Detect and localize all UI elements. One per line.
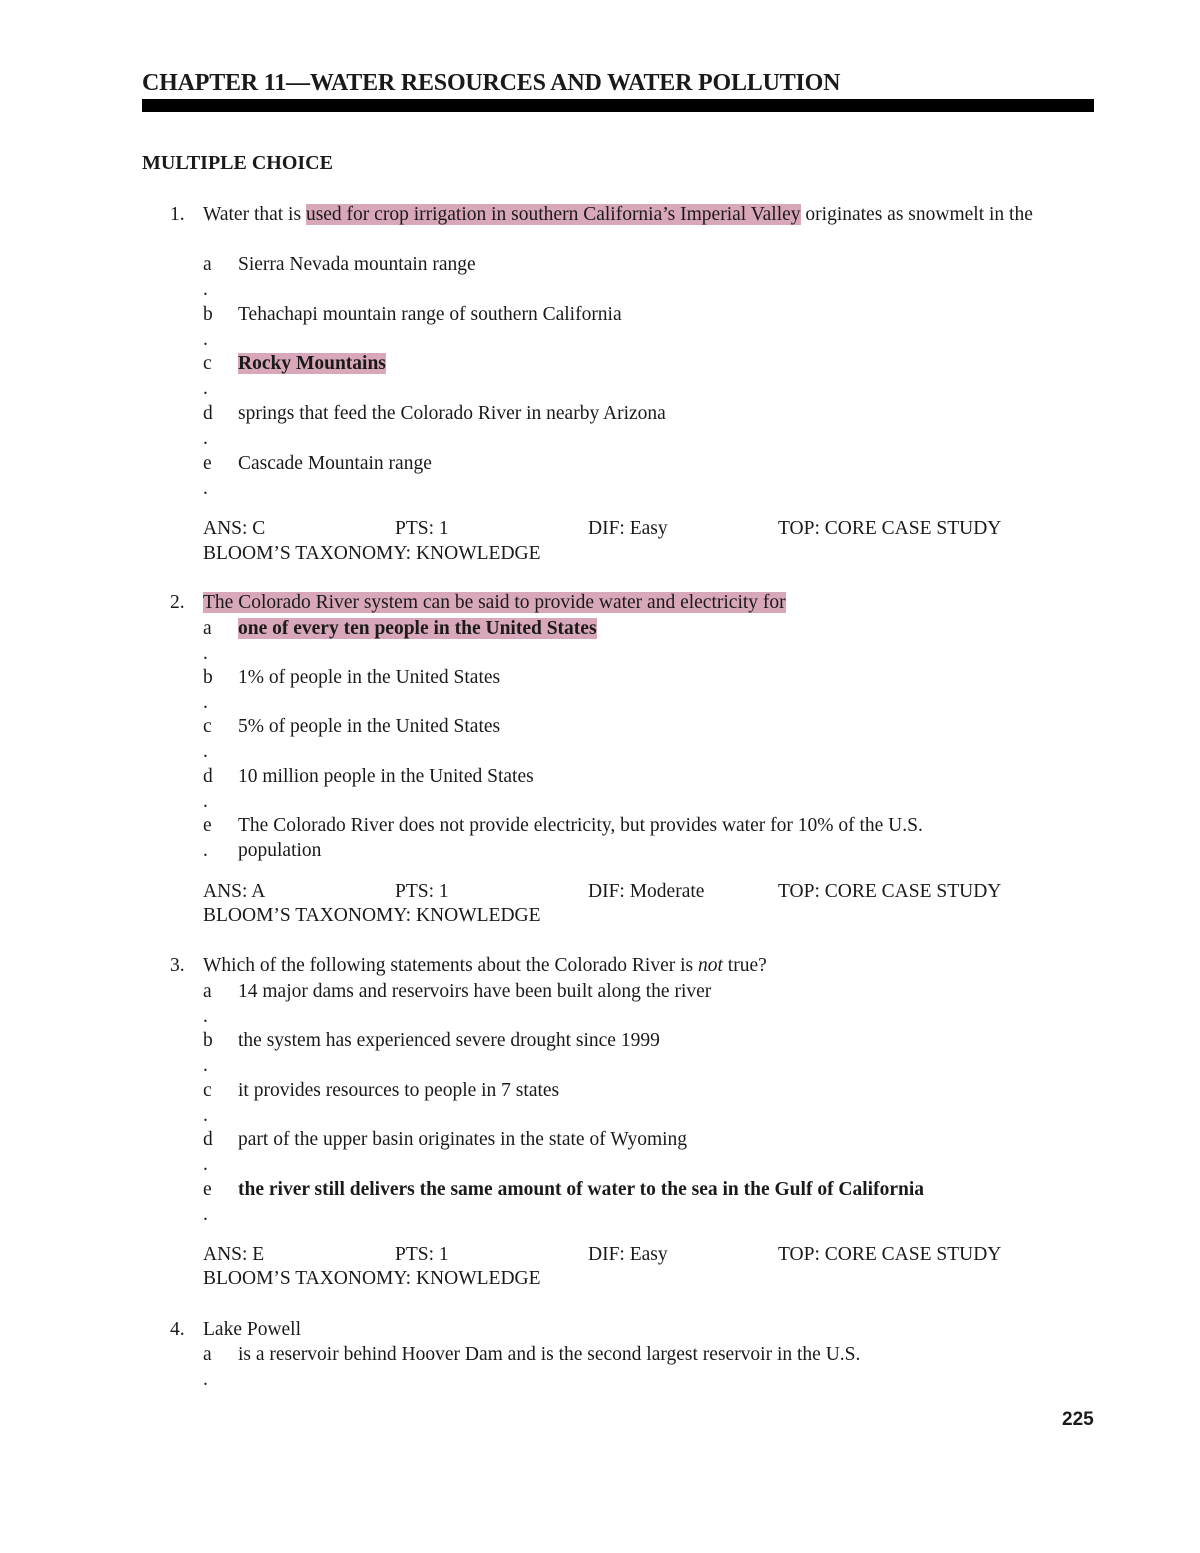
option-text: is a reservoir behind Hoover Dam and is the second largest reservoir in the U.S. [238,1344,861,1365]
chapter-title: CHAPTER 11—WATER RESOURCES AND WATER POLLUTION [142,70,841,96]
stem-emphasis: not [697,955,723,976]
stem-text: Water that is [203,204,306,225]
difficulty: DIF: Easy [588,1244,668,1265]
option-letter: a [203,1344,212,1365]
option-letter: b [203,667,213,688]
option-letter: c [203,1080,212,1101]
question-stem [203,202,1098,227]
option-text-answer [238,616,1108,641]
option-letter: d [203,766,213,787]
option-dot: . [203,1154,208,1175]
option-letter: e [203,815,212,836]
option-dot: . [203,329,208,350]
option-letter: b [203,304,213,325]
question-stem [203,953,1098,978]
option-dot: . [203,1055,208,1076]
option-text: Cascade Mountain range [238,453,432,474]
option-text: 1% of people in the United States [238,667,501,688]
stem-highlight: used for crop irrigation in southern California’s Imperial Valley [305,204,801,225]
answer-key: ANS: E [203,1244,265,1265]
stem-text: Which of the following statements about the Colorado River is [203,955,698,976]
option-letter: e [203,453,212,474]
option-text: springs that feed the Colorado River in nearby Arizona [238,403,666,424]
difficulty: DIF: Moderate [588,881,705,902]
points: PTS: 1 [395,1244,449,1265]
option-letter: c [203,353,212,374]
option-text: part of the upper basin originates in the state of Wyoming [238,1129,688,1150]
points: PTS: 1 [395,518,449,539]
option-dot: . [203,279,208,300]
answer-highlight: one of every ten people in the United States [238,618,597,639]
topic: TOP: CORE CASE STUDY [778,518,1002,539]
option-dot: . [203,1006,208,1027]
option-dot: . [203,1105,208,1126]
answer-key: ANS: C [203,518,266,539]
answer-key: ANS: A [203,881,266,902]
option-text: 14 major dams and reservoirs have been built along the river [238,981,712,1002]
option-letter: d [203,403,213,424]
bloom-taxonomy: BLOOM’S TAXONOMY: KNOWLEDGE [203,1268,541,1289]
option-letter: e [203,1179,212,1200]
option-text: Sierra Nevada mountain range [238,254,476,275]
topic: TOP: CORE CASE STUDY [778,881,1002,902]
question-number: 4. [170,1319,185,1340]
topic: TOP: CORE CASE STUDY [778,1244,1002,1265]
bloom-taxonomy: BLOOM’S TAXONOMY: KNOWLEDGE [203,905,541,926]
difficulty: DIF: Easy [588,518,668,539]
option-letter: a [203,618,212,639]
option-text-answer [238,351,1108,376]
answer-highlight: Rocky Mountains [238,353,386,374]
title-rule [142,99,1094,112]
option-text: 10 million people in the United States [238,766,534,787]
option-letter: c [203,716,212,737]
option-letter: a [203,981,212,1002]
option-letter: d [203,1129,213,1150]
option-dot: . [203,643,208,664]
stem-highlight: The Colorado River system can be said to provide water and electricity for [203,592,786,613]
points: PTS: 1 [395,881,449,902]
question-stem: Lake Powell [203,1319,302,1340]
question-number: 2. [170,592,185,613]
option-dot: . [203,692,208,713]
option-text: Tehachapi mountain range of southern California [238,304,622,325]
option-dot: . [203,1369,208,1390]
option-text-continued: population [238,840,322,861]
option-text: 5% of people in the United States [238,716,501,737]
option-text-answer: the river still delivers the same amount of water to the sea in the Gulf of California [238,1179,925,1200]
question-number: 1. [170,204,185,225]
option-letter: a [203,254,212,275]
option-text: The Colorado River does not provide electricity, but provides water for 10% of the U.S. [238,815,923,836]
option-letter: b [203,1030,213,1051]
page-number: 225 [1062,1409,1094,1430]
question-number: 3. [170,955,185,976]
section-heading: MULTIPLE CHOICE [142,152,333,174]
option-dot: . [203,478,208,499]
question-stem [203,590,1098,615]
bloom-taxonomy: BLOOM’S TAXONOMY: KNOWLEDGE [203,543,541,564]
option-dot: . [203,428,208,449]
option-text: it provides resources to people in 7 states [238,1080,560,1101]
option-dot: . [203,840,208,861]
option-dot: . [203,1204,208,1225]
option-dot: . [203,741,208,762]
stem-text: true? [722,955,767,976]
option-dot: . [203,378,208,399]
stem-text: originates as snowmelt in the [800,204,1033,225]
option-dot: . [203,791,208,812]
option-text: the system has experienced severe drought since 1999 [238,1030,660,1051]
